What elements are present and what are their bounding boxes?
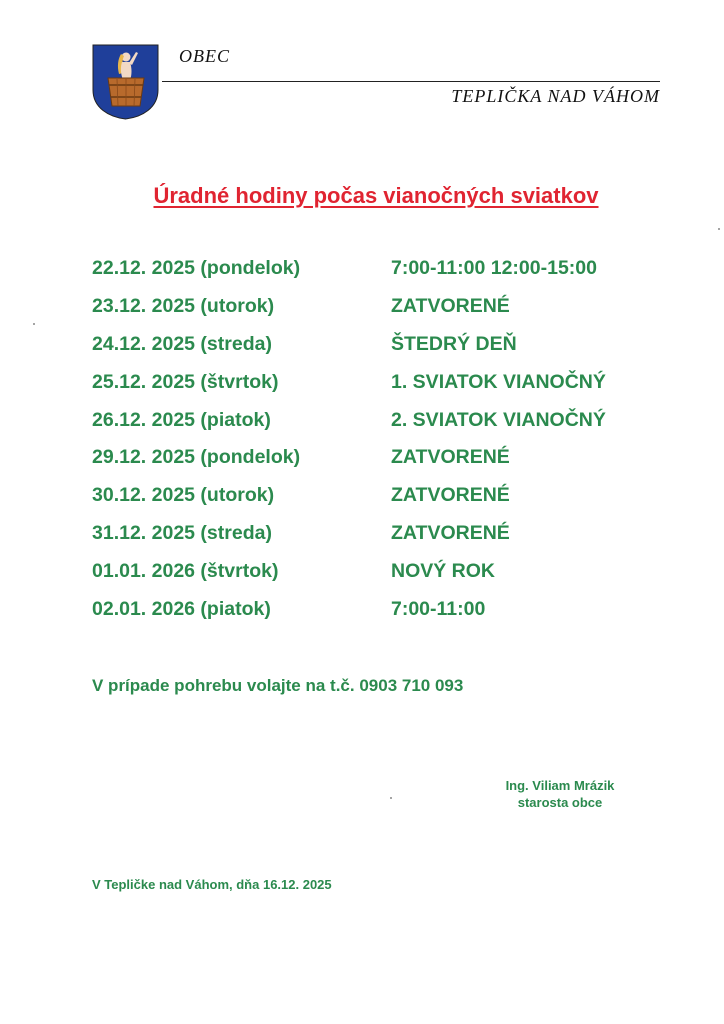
page-title: Úradné hodiny počas vianočných sviatkov — [153, 183, 599, 208]
signature-name: Ing. Viliam Mrázik — [505, 778, 615, 793]
schedule-date: 22.12. 2025 (pondelok) — [92, 257, 301, 279]
header-obec: OBEC — [179, 46, 230, 66]
schedule-row — [92, 371, 672, 409]
schedule-row — [92, 333, 672, 371]
schedule-row — [92, 522, 672, 560]
schedule-status: ZATVORENÉ — [391, 484, 510, 507]
schedule-list — [92, 257, 672, 636]
schedule-status: 7:00-11:00 — [391, 598, 486, 621]
place-and-date: V Tepličke nad Váhom, dňa 16.12. 2025 — [92, 877, 332, 892]
schedule-date: 24.12. 2025 (streda) — [92, 332, 272, 355]
header-divider — [162, 81, 660, 82]
coat-of-arms-icon — [92, 44, 159, 120]
schedule-status: ŠTEDRÝ DEŇ — [391, 332, 517, 355]
schedule-status: ZATVORENÉ — [391, 294, 510, 317]
schedule-date: 23.12. 2025 (utorok) — [92, 294, 275, 317]
schedule-row — [92, 295, 672, 333]
schedule-row — [92, 409, 672, 447]
schedule-date: 31.12. 2025 (streda) — [92, 522, 272, 545]
schedule-date: 25.12. 2025 (štvrtok) — [92, 370, 279, 393]
funeral-contact-note: V prípade pohrebu volajte na t.č. 0903 710 093 — [92, 676, 464, 695]
schedule-status: ZATVORENÉ — [391, 446, 510, 469]
schedule-row — [92, 598, 672, 636]
schedule-row — [92, 446, 672, 484]
scan-speck — [33, 323, 35, 325]
signature-block — [470, 777, 650, 811]
signature-role: starosta obce — [517, 795, 603, 810]
schedule-status: 7:00-11:00 12:00-15:00 — [391, 257, 597, 279]
schedule-date: 01.01. 2026 (štvrtok) — [92, 560, 279, 583]
schedule-row — [92, 560, 672, 598]
scan-speck — [390, 797, 392, 799]
header-village-name: TEPLIČKA NAD VÁHOM — [451, 86, 660, 106]
scan-speck — [718, 228, 720, 230]
schedule-status: ZATVORENÉ — [391, 522, 510, 545]
schedule-row — [92, 257, 672, 295]
schedule-date: 30.12. 2025 (utorok) — [92, 484, 275, 507]
schedule-status: NOVÝ ROK — [391, 560, 496, 583]
schedule-date: 29.12. 2025 (pondelok) — [92, 446, 301, 469]
schedule-status: 1. SVIATOK VIANOČNÝ — [391, 370, 606, 393]
schedule-date: 26.12. 2025 (piatok) — [92, 408, 271, 431]
schedule-date: 02.01. 2026 (piatok) — [92, 598, 271, 621]
schedule-status: 2. SVIATOK VIANOČNÝ — [391, 408, 606, 431]
schedule-row — [92, 484, 672, 522]
